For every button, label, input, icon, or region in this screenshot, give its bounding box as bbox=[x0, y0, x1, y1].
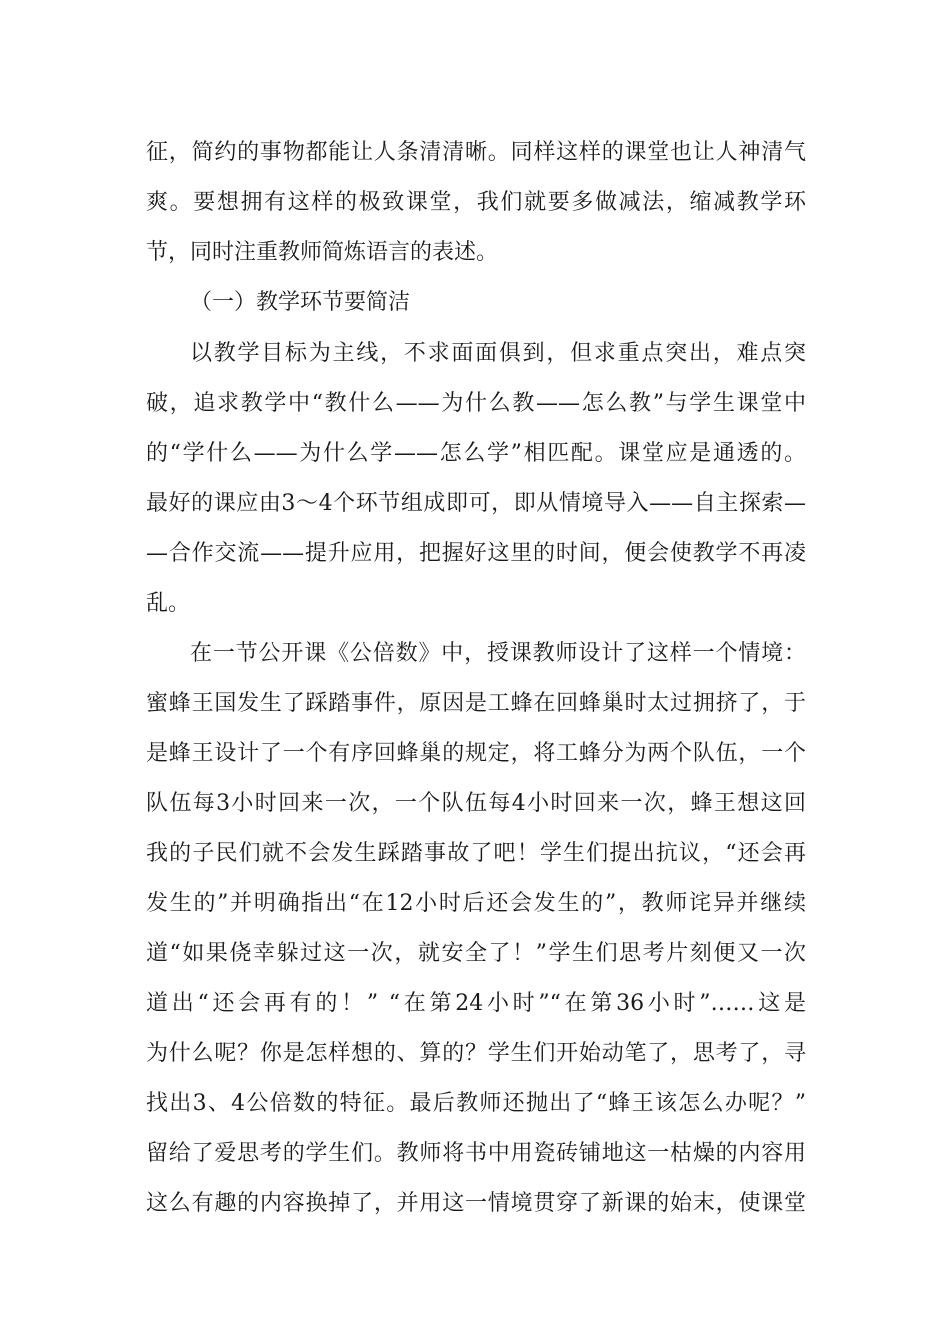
body-text-line: 发生的”并明确指出“在12小时后还会发生的”，教师诧异并继续 bbox=[146, 891, 806, 916]
body-text-line: 蜜蜂王国发生了踩踏事件，原因是工蜂在回蜂巢时太过拥挤了，于 bbox=[146, 691, 806, 716]
body-text-line: 我的子民们就不会发生踩踏事故了吧！学生们提出抗议，“还会再 bbox=[146, 841, 806, 866]
body-text-line: 是蜂王设计了一个有序回蜂巢的规定，将工蜂分为两个队伍，一个 bbox=[146, 741, 806, 766]
section-heading: （一）教学环节要简洁 bbox=[190, 290, 411, 315]
body-text-line: 最好的课应由3～4个环节组成即可，即从情境导入——自主探索— bbox=[146, 491, 806, 516]
body-text-line: 的“学什么——为什么学——怎么学”相匹配。课堂应是通透的。 bbox=[146, 441, 806, 466]
body-text-line: 为什么呢？你是怎样想的、算的？学生们开始动笔了，思考了，寻 bbox=[146, 1041, 806, 1066]
body-text-line: 征，简约的事物都能让人条清清晰。同样这样的课堂也让人神清气 bbox=[146, 140, 806, 165]
body-text-line: 找出3、4公倍数的特征。最后教师还抛出了“蜂王该怎么办呢？” bbox=[146, 1091, 806, 1116]
body-text-line: 队伍每3小时回来一次，一个队伍每4小时回来一次，蜂王想这回 bbox=[146, 791, 806, 816]
body-text-line: 破，追求教学中“教什么——为什么教——怎么教”与学生课堂中 bbox=[146, 391, 806, 416]
body-text-line: 道“如果侥幸躲过这一次，就安全了！”学生们思考片刻便又一次 bbox=[146, 941, 806, 966]
body-text-line: 节，同时注重教师简炼语言的表述。 bbox=[146, 240, 499, 265]
body-text-line: 在一节公开课《公倍数》中，授课教师设计了这样一个情境： bbox=[190, 641, 806, 666]
body-text-line: —合作交流——提升应用，把握好这里的时间，便会使教学不再凌 bbox=[146, 541, 806, 566]
body-text-line: 以教学目标为主线，不求面面俱到，但求重点突出，难点突 bbox=[190, 341, 806, 366]
body-text-line: 爽。要想拥有这样的极致课堂，我们就要多做减法，缩减教学环 bbox=[146, 190, 806, 215]
body-text-line: 这么有趣的内容换掉了，并用这一情境贯穿了新课的始末，使课堂 bbox=[146, 1191, 806, 1216]
body-text-line: 道出“还会再有的！” “在第24小时”“在第36小时”……这是 bbox=[146, 991, 806, 1016]
body-text-line: 乱。 bbox=[146, 591, 191, 616]
body-text-line: 留给了爱思考的学生们。教师将书中用瓷砖铺地这一枯燥的内容用 bbox=[146, 1141, 806, 1166]
